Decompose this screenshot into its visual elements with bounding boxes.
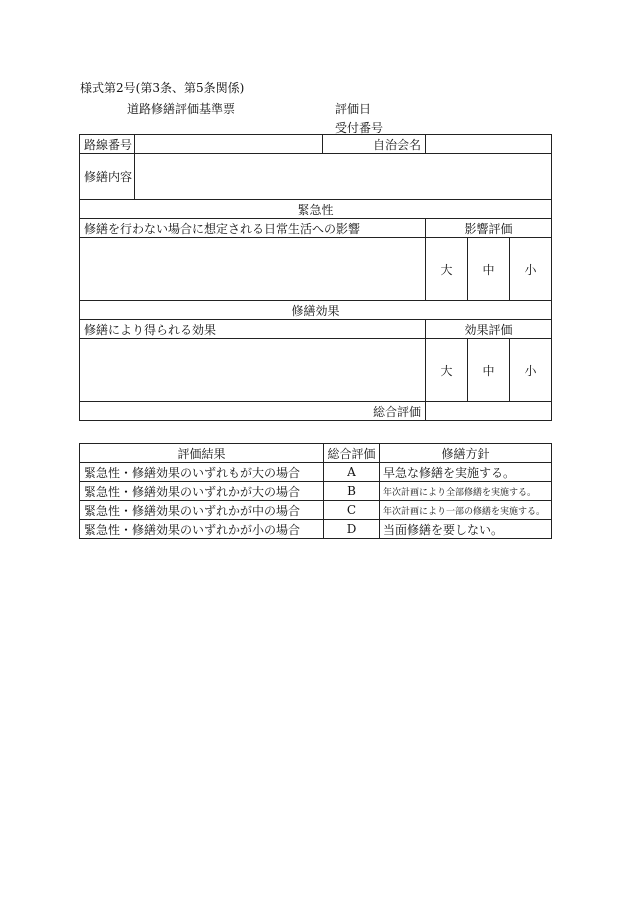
effect-option-small[interactable]: 小 xyxy=(510,339,552,402)
route-number-label: 路線番号 xyxy=(80,135,135,154)
association-name-field[interactable] xyxy=(426,135,552,154)
effect-answer-field[interactable] xyxy=(80,339,426,402)
impact-rating-title: 影響評価 xyxy=(426,219,552,238)
result-policy: 当面修繕を要しない。 xyxy=(380,520,552,539)
repair-content-label: 修繕内容 xyxy=(80,154,135,200)
header-overall-grade: 総合評価 xyxy=(324,444,380,463)
urgency-answer-field[interactable] xyxy=(80,238,426,301)
impact-option-medium[interactable]: 中 xyxy=(468,238,510,301)
header-repair-policy: 修繕方針 xyxy=(380,444,552,463)
result-policy: 年次計画により一部の修繕を実施する。 xyxy=(380,501,552,520)
repair-content-field[interactable] xyxy=(135,154,552,200)
effect-question: 修繕により得られる効果 xyxy=(80,320,426,339)
table-row xyxy=(80,463,552,482)
result-policy: 年次計画により全部修繕を実施する。 xyxy=(380,482,552,501)
effect-option-medium[interactable]: 中 xyxy=(468,339,510,402)
impact-option-small[interactable]: 小 xyxy=(510,238,552,301)
result-grade: B xyxy=(324,482,380,501)
form-number-label: 様式第2号(第3条、第5条関係) xyxy=(80,81,245,95)
result-policy: 早急な修繕を実施する。 xyxy=(380,463,552,482)
effect-option-large[interactable]: 大 xyxy=(426,339,468,402)
result-condition: 緊急性・修繕効果のいずれかが小の場合 xyxy=(80,520,324,539)
table-row xyxy=(80,501,552,520)
evaluation-form-table xyxy=(79,134,552,421)
result-table-header-row xyxy=(80,444,552,463)
result-grade: A xyxy=(324,463,380,482)
overall-evaluation-field[interactable] xyxy=(426,402,552,421)
result-grade: D xyxy=(324,520,380,539)
result-grade: C xyxy=(324,501,380,520)
form-title: 道路修繕評価基準票 xyxy=(127,102,236,116)
overall-evaluation-label: 総合評価 xyxy=(80,402,426,421)
table-row xyxy=(80,520,552,539)
result-condition: 緊急性・修繕効果のいずれもが大の場合 xyxy=(80,463,324,482)
result-condition: 緊急性・修繕効果のいずれかが大の場合 xyxy=(80,482,324,501)
route-number-field[interactable] xyxy=(135,135,323,154)
evaluation-date-label: 評価日 xyxy=(335,102,372,116)
urgency-question: 修繕を行わない場合に想定される日常生活への影響 xyxy=(80,219,426,238)
result-condition: 緊急性・修繕効果のいずれかが中の場合 xyxy=(80,501,324,520)
urgency-section-title: 緊急性 xyxy=(80,200,552,219)
association-name-label: 自治会名 xyxy=(323,135,426,154)
evaluation-result-table xyxy=(79,443,552,539)
impact-option-large[interactable]: 大 xyxy=(426,238,468,301)
repair-effect-section-title: 修繕効果 xyxy=(80,301,552,320)
reception-number-label: 受付番号 xyxy=(335,121,384,135)
table-row xyxy=(80,482,552,501)
effect-rating-title: 効果評価 xyxy=(426,320,552,339)
header-evaluation-result: 評価結果 xyxy=(80,444,324,463)
